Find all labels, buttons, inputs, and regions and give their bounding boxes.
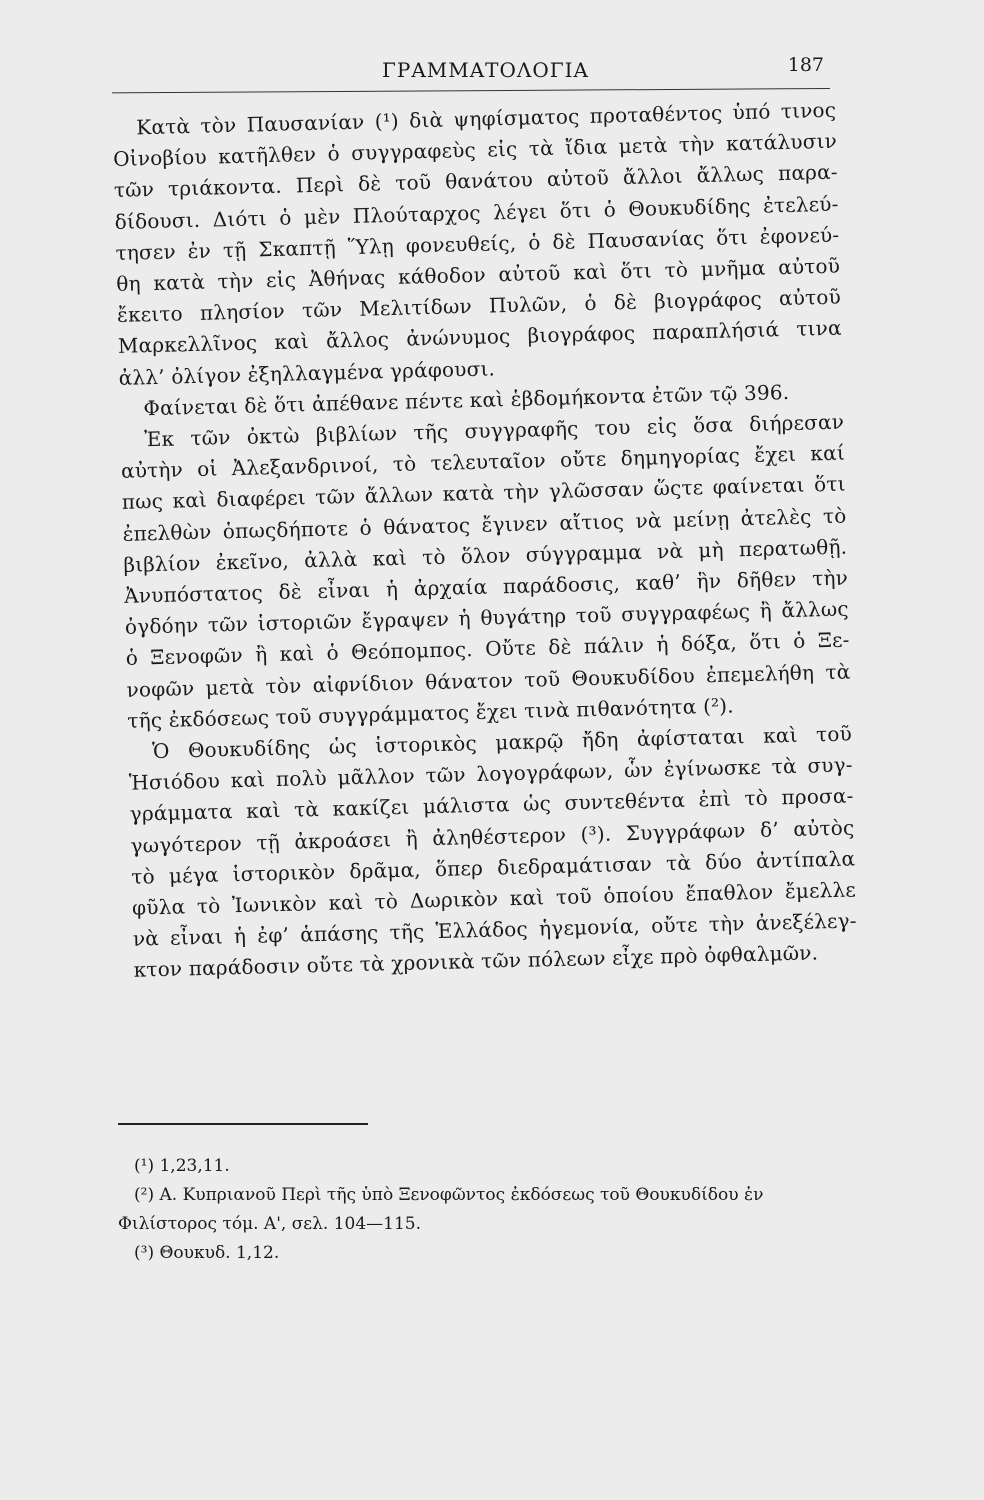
text-line: Ἀνυπόστατος δὲ εἶναι ἡ ἀρχαία παράδοσις, καθ’ ἣν δῆθεν τὴν bbox=[123, 565, 849, 608]
text-line: Ὁ Θουκυδίδης ὡς ἱστορικὸς μακρῷ ἤδη ἀφίσταται καὶ τοῦ bbox=[151, 721, 853, 764]
text-line: Φαίνεται δὲ ὅτι ἀπέθανε πέντε καὶ ἑβδομήκοντα ἐτῶν τῷ 396. bbox=[143, 379, 790, 421]
text-line: τησεν ἐν τῇ Σκαπτῇ Ὕλῃ φονευθείς, ὁ δὲ Παυσανίας ὅτι ἐφονεύ- bbox=[115, 222, 840, 265]
text-line: τὸ μέγα ἱστορικὸν δρᾶμα, ὅπερ διεδραμάτισαν τὰ δύο ἀντίπαλα bbox=[131, 846, 856, 889]
text-line: φῦλα τὸ Ἰωνικὸν καὶ τὸ Δωρικὸν καὶ τοῦ ὁποίου ἔπαθλον ἔμελλε bbox=[131, 877, 857, 920]
text-line: κτον παράδοσιν οὔτε τὰ χρονικὰ τῶν πόλεων εἶχε πρὸ ὀφθαλμῶν. bbox=[133, 940, 819, 983]
text-line: νὰ εἶναι ἡ ἐφ’ ἁπάσης τῆς Ἑλλάδος ἡγεμονία, οὔτε τὴν ἀνεξέλεγ- bbox=[132, 908, 857, 952]
text-line: βιβλίον ἐκεῖνο, ἀλλὰ καὶ τὸ ὅλον σύγγραμμα νὰ μὴ περατωθῇ. bbox=[123, 534, 848, 577]
text-line: δίδουσι. Διότι ὁ μὲν Πλούταρχος λέγει ὅτι ὁ Θουκυδίδης ἐτελεύ- bbox=[114, 191, 839, 234]
header-rule bbox=[112, 88, 830, 93]
text-line: Μαρκελλῖνος καὶ ἄλλος ἀνώνυμος βιογράφος παραπλήσιά τινα bbox=[117, 316, 842, 359]
footnote-1: (¹) 1,23,11. bbox=[134, 1156, 230, 1176]
text-line: ἔκειτο πλησίον τῶν Μελιτίδων Πυλῶν, ὁ δὲ βιογράφος αὐτοῦ bbox=[116, 284, 842, 328]
footnote-rule bbox=[118, 1123, 368, 1125]
text-line: ὁ Ξενοφῶν ἢ καὶ ὁ Θεόπομπος. Οὔτε δὲ πάλιν ἡ δόξα, ὅτι ὁ Ξε- bbox=[125, 627, 850, 671]
text-line: τῶν τριάκοντα. Περὶ δὲ τοῦ θανάτου αὐτοῦ ἄλλοι ἄλλως παρα- bbox=[113, 160, 839, 203]
page-number: 187 bbox=[787, 54, 824, 76]
footnotes bbox=[118, 1152, 838, 1268]
page-header bbox=[112, 54, 830, 100]
text-line: γωγότερον τῇ ἀκροάσει ἢ ἀληθέστερον (³). Συγγράφων δ’ αὐτὸς bbox=[130, 815, 855, 858]
text-line: γράμματα καὶ τὰ κακίζει μάλιστα ὡς συντεθέντα ἐπὶ τὸ προσα- bbox=[129, 783, 854, 827]
footnote-2-continued: Φιλίστορος τόμ. Α', σελ. 104—115. bbox=[118, 1214, 421, 1234]
text-line: αὐτὴν οἱ Ἀλεξανδρινοί, τὸ τελευταῖον οὔτε δημηγορίας ἔχει καί bbox=[120, 440, 846, 484]
main-text bbox=[112, 95, 858, 987]
text-line: θη κατὰ τὴν εἰς Ἀθήνας κάθοδον αὐτοῦ καὶ ὅτι τὸ μνῆμα αὐτοῦ bbox=[116, 253, 841, 296]
text-line: ἀλλ’ ὀλίγον ἐξηλλαγμένα γράφουσι. bbox=[118, 356, 496, 390]
text-line: ἐπελθὼν ὁπωςδήποτε ὁ θάνατος ἔγινεν αἴτιος νὰ μείνῃ ἀτελὲς τὸ bbox=[122, 503, 847, 546]
text-line: τῆς ἐκδόσεως τοῦ συγγράμματος ἔχει τινὰ πιθανότητα (²). bbox=[127, 693, 735, 733]
text-line: πως καὶ διαφέρει τῶν ἄλλων κατὰ τὴν γλῶσσαν ὥςτε φαίνεται ὅτι bbox=[121, 471, 846, 515]
text-line: Οἰνοβίου κατῆλθεν ὁ συγγραφεὺς εἰς τὰ ἴδια μετὰ τὴν κατάλυσιν bbox=[112, 128, 838, 172]
footnote-2: (²) Α. Κυπριανοῦ Περὶ τῆς ὑπὸ Ξενοφῶντος ἐκδόσεως τοῦ Θουκυδίδου ἐν bbox=[134, 1185, 764, 1205]
text-line: νοφῶν μετὰ τὸν αἰφνίδιον θάνατον τοῦ Θουκυδίδου ἐπεμελήθη τὰ bbox=[126, 659, 851, 702]
running-title: ΓΡΑΜΜΑΤΟΛΟΓΙΑ bbox=[382, 58, 589, 82]
text-line: Ἡσιόδου καὶ πολὺ μᾶλλον τῶν λογογράφων, ὧν ἐγίνωσκε τὰ συγ- bbox=[128, 752, 854, 796]
text-line: Κατὰ τὸν Παυσανίαν (¹) διὰ ψηφίσματος προταθέντος ὑπό τινος bbox=[136, 97, 837, 140]
footnote-3: (³) Θουκυδ. 1,12. bbox=[134, 1243, 280, 1263]
text-line: ὀγδόην τῶν ἱστοριῶν ἔγραψεν ἡ θυγάτηρ τοῦ συγγραφέως ἢ ἄλλως bbox=[124, 596, 850, 640]
text-line: Ἐκ τῶν ὀκτὼ βιβλίων τῆς συγγραφῆς του εἰς ὅσα διήρεσαν bbox=[143, 409, 845, 452]
